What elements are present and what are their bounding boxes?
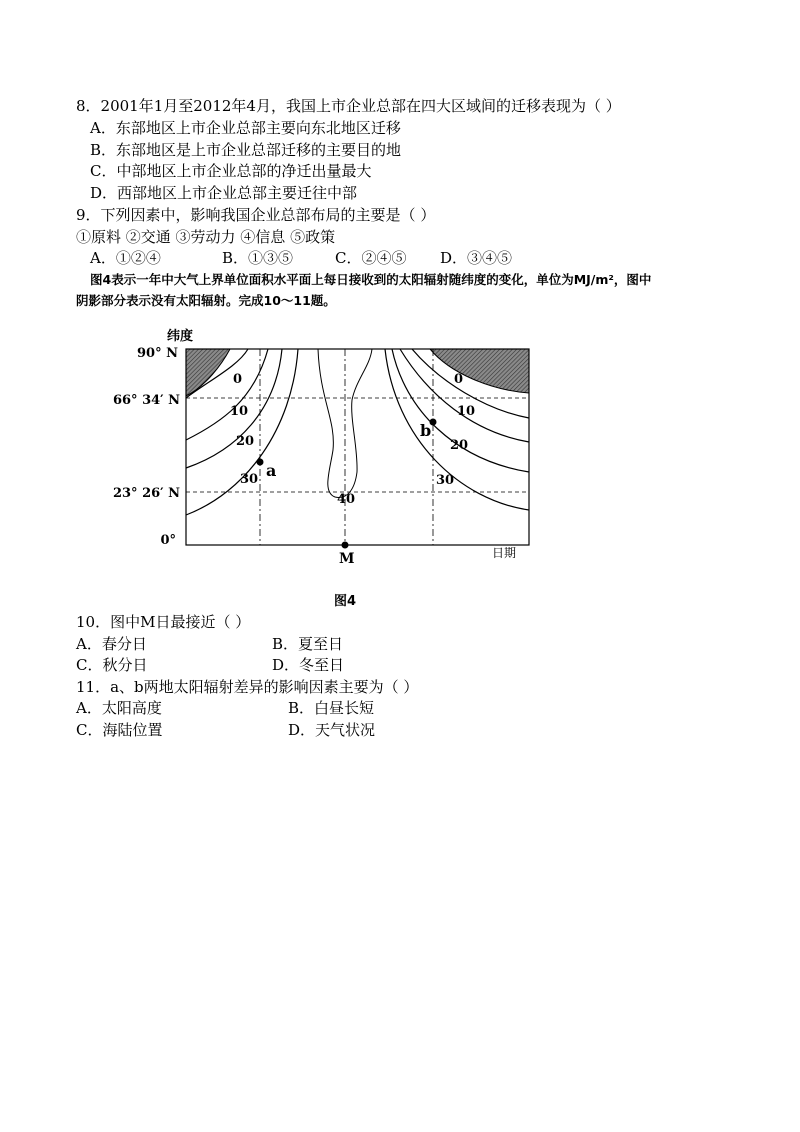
q9-factors: ①原料 ②交通 ③劳动力 ④信息 ⑤政策 xyxy=(76,228,336,246)
contour-label-left-20: 20 xyxy=(236,434,255,449)
q8-option-a: A．东部地区上市企业总部主要向东北地区迁移 xyxy=(90,119,401,137)
y-tick-66n: 66° 34′ N xyxy=(112,393,180,408)
contour-label-right-0: 0 xyxy=(454,372,464,387)
y-tick-90n: 90° N xyxy=(137,346,178,361)
figure-caption: 图4 xyxy=(334,594,357,609)
q11-option-b: B．白昼长短 xyxy=(288,699,375,717)
q11-option-d: D．天气状况 xyxy=(288,721,376,739)
q8-option-d: D．西部地区上市企业总部主要迁往中部 xyxy=(90,184,358,202)
figure-intro-line1: 图4表示一年中大气上界单位面积水平面上每日接收到的太阳辐射随纬度的变化，单位为MJ/m²，图中 xyxy=(90,272,652,287)
contour-label-left-10: 10 xyxy=(230,404,249,419)
contour-label-center-40: 40 xyxy=(337,492,356,507)
q9-option-c: C．②④⑤ xyxy=(335,249,407,267)
q10-option-d: D．冬至日 xyxy=(272,656,345,674)
contour-label-right-30: 30 xyxy=(436,473,455,488)
q11-option-a: A．太阳高度 xyxy=(76,699,162,717)
q11-stem: 11．a、b两地太阳辐射差异的影响因素主要为（ ） xyxy=(76,678,419,696)
q9-option-d: D．③④⑤ xyxy=(440,249,513,267)
q11-option-c: C．海陆位置 xyxy=(76,721,163,739)
q10-stem: 10．图中M日最接近（ ） xyxy=(76,613,251,631)
y-tick-0: 0° xyxy=(160,533,176,548)
m-label: M xyxy=(339,551,355,567)
y-tick-23n: 23° 26′ N xyxy=(112,486,180,501)
point-b-label: b xyxy=(420,421,432,440)
contour-label-right-20: 20 xyxy=(450,438,469,453)
contour-label-left-0: 0 xyxy=(233,372,243,387)
contour-label-right-10: 10 xyxy=(457,404,476,419)
q9-option-a: A．①②④ xyxy=(90,249,161,267)
figure-intro-line2: 阴影部分表示没有太阳辐射。完成10～11题。 xyxy=(76,293,336,308)
q10-option-c: C．秋分日 xyxy=(76,656,148,674)
polar-night-right xyxy=(430,349,529,393)
q8-option-c: C．中部地区上市企业总部的净迁出量最大 xyxy=(90,162,372,180)
point-a-label: a xyxy=(266,461,277,480)
q8-stem: 8．2001年1月至2012年4月，我国上市企业总部在四大区域间的迁移表现为（ ） xyxy=(76,97,621,115)
contour-label-left-30: 30 xyxy=(240,472,259,487)
q10-option-b: B．夏至日 xyxy=(272,635,344,653)
y-axis-title: 纬度 xyxy=(167,329,194,344)
m-marker xyxy=(342,542,349,549)
point-a-marker xyxy=(257,459,264,466)
x-axis-title: 日期 xyxy=(492,546,517,560)
q9-stem: 9．下列因素中，影响我国企业总部布局的主要是（ ） xyxy=(76,206,436,224)
q8-option-b: B．东部地区是上市企业总部迁移的主要目的地 xyxy=(90,141,402,159)
q9-option-b: B．①③⑤ xyxy=(222,249,294,267)
q10-option-a: A．春分日 xyxy=(76,635,147,653)
